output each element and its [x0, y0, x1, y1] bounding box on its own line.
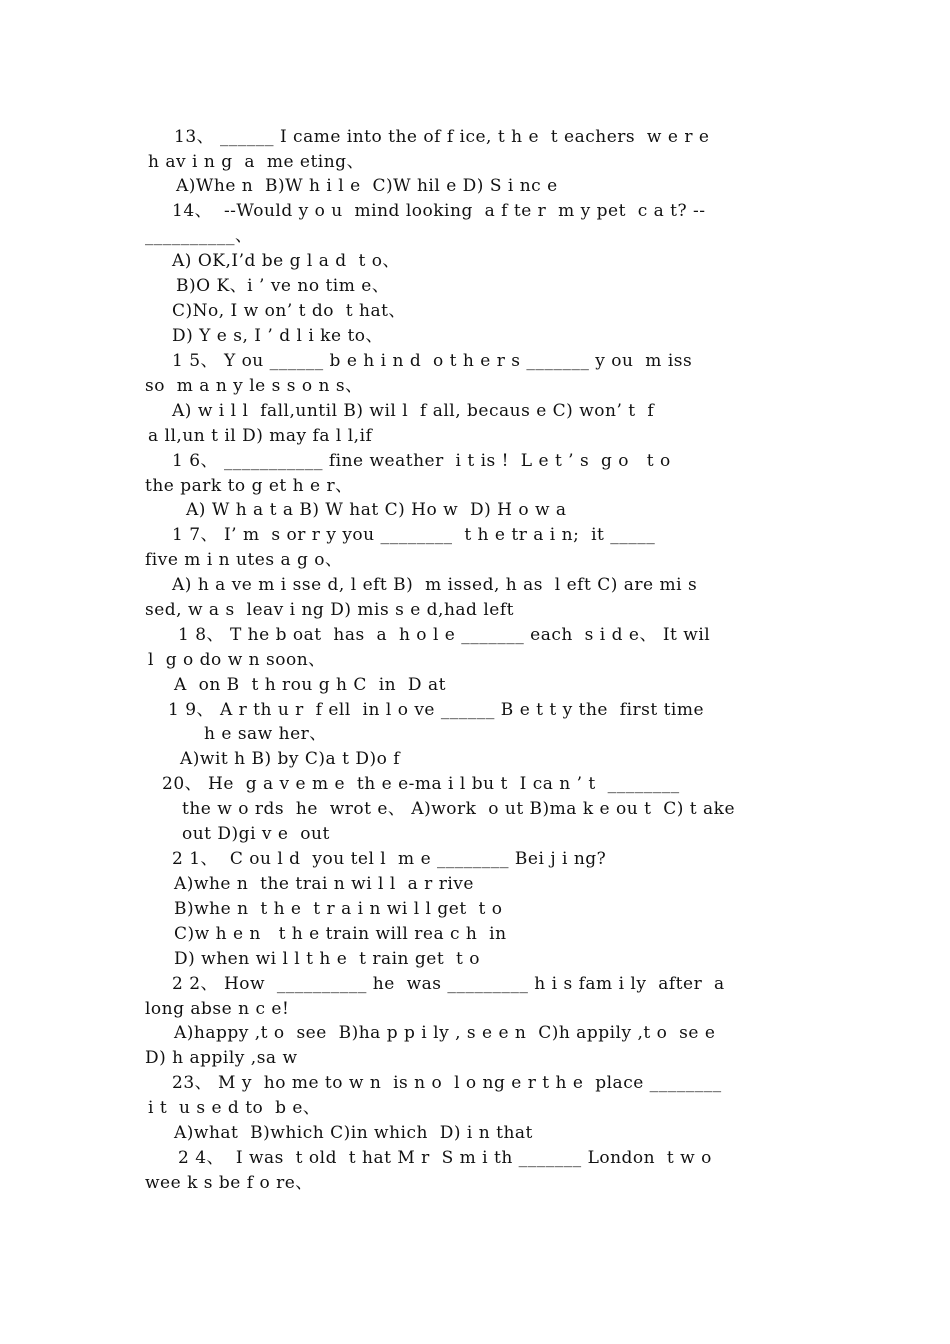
q14-option-a: A) OK,I’d be g l a d t o、	[172, 251, 400, 271]
q13-stem-line-1: 13、 ______ I came into the of f ice, t h e t eachers w e r e	[174, 127, 710, 147]
q22-stem-line-2: long abse n c e!	[145, 999, 290, 1019]
q16-stem-line-1: 1 6、 ___________ fine weather i t is ! L e t ’ s g o t o	[172, 451, 671, 471]
q18-stem-line-2: l g o do w n soon、	[148, 650, 326, 670]
q15-options-line-1: A) w i l l fall,until B) wil l f all, becaus e C) won’ t f	[172, 401, 655, 421]
q14-option-d: D) Y e s, I ’ d l i ke to、	[172, 326, 384, 346]
q14-option-c: C)No, I w on’ t do t hat、	[172, 301, 406, 321]
q24-stem-line-1: 2 4、 I was t old t hat M r S m i th _______ London t w o	[178, 1148, 712, 1168]
q21-stem: 2 1、 C ou l d you tel l m e ________ Bei j i ng?	[172, 849, 607, 869]
q24-stem-line-2: wee k s be f o re、	[145, 1173, 313, 1193]
q17-stem-line-2: five m i n utes a g o、	[145, 550, 343, 570]
q15-options-line-2: a ll,un t il D) may fa l l,if	[148, 426, 373, 446]
q15-stem-line-2: so m a n y le s s o n s、	[145, 376, 363, 396]
q16-options: A) W h a t a B) W hat C) Ho w D) H o w a	[186, 500, 567, 520]
q21-option-c: C)w h e n t h e train will rea c h in	[174, 924, 507, 944]
q18-options: A on B t h rou g h C in D at	[174, 675, 446, 695]
q15-stem-line-1: 1 5、 Y ou ______ b e h i n d o t h e r s _______ y ou m iss	[172, 351, 693, 371]
q22-options-line-2: D) h appily ,sa w	[145, 1048, 298, 1068]
q14-stem-line-2: __________、	[145, 226, 253, 246]
q17-options-line-2: sed, w a s leav i ng D) mis s e d,had left	[145, 600, 514, 620]
q17-stem-line-1: 1 7、 I’ m s or r y you ________ t h e tr a i n; it _____	[172, 525, 656, 545]
q20-stem-line-3: out D)gi v e out	[182, 824, 330, 844]
q13-options: A)Whe n B)W h i l e C)W hil e D) S i nc e	[176, 176, 558, 196]
q19-stem-line-2: h e saw her、	[204, 724, 327, 744]
q16-stem-line-2: the park to g et h e r、	[145, 476, 353, 496]
q19-stem-line-1: 1 9、 A r th u r f ell in l o ve ______ B e t t y the first time	[168, 700, 705, 720]
q23-stem-line-1: 23、 M y ho me to w n is n o l o ng e r t h e place ________	[172, 1073, 722, 1093]
q17-options-line-1: A) h a ve m i sse d, l eft B) m issed, h as l eft C) are mi s	[172, 575, 698, 595]
q23-stem-line-2: i t u s e d to b e、	[148, 1098, 321, 1118]
q14-stem-line-1: 14、 --Would y o u mind looking a f te r m y pet c a t? --	[172, 201, 706, 221]
q21-option-a: A)whe n the trai n wi l l a r rive	[174, 874, 474, 894]
q22-stem-line-1: 2 2、 How __________ he was _________ h i s fam i ly after a	[172, 974, 725, 994]
q20-stem-line-1: 20、 He g a v e m e th e e-ma i l bu t I ca n ’ t ________	[162, 774, 680, 794]
q23-options: A)what B)which C)in which D) i n that	[174, 1123, 533, 1143]
q13-stem-line-2: h av i n g a me eting、	[148, 152, 365, 172]
q22-options-line-1: A)happy ,t o see B)ha p p i ly , s e e n C)h appily ,t o se e	[174, 1023, 716, 1043]
q21-option-b: B)whe n t h e t r a i n wi l l get t o	[174, 899, 503, 919]
q14-option-b: B)O K、i ’ ve no tim e、	[176, 276, 390, 296]
q19-options: A)wit h B) by C)a t D)o f	[180, 749, 401, 769]
q18-stem-line-1: 1 8、 T he b oat has a h o l e _______ each s i d e、 It wil	[178, 625, 711, 645]
q20-stem-line-2: the w o rds he wrot e、 A)work o ut B)ma k e ou t C) t ake	[182, 799, 736, 819]
q21-option-d: D) when wi l l t h e t rain get t o	[174, 949, 480, 969]
